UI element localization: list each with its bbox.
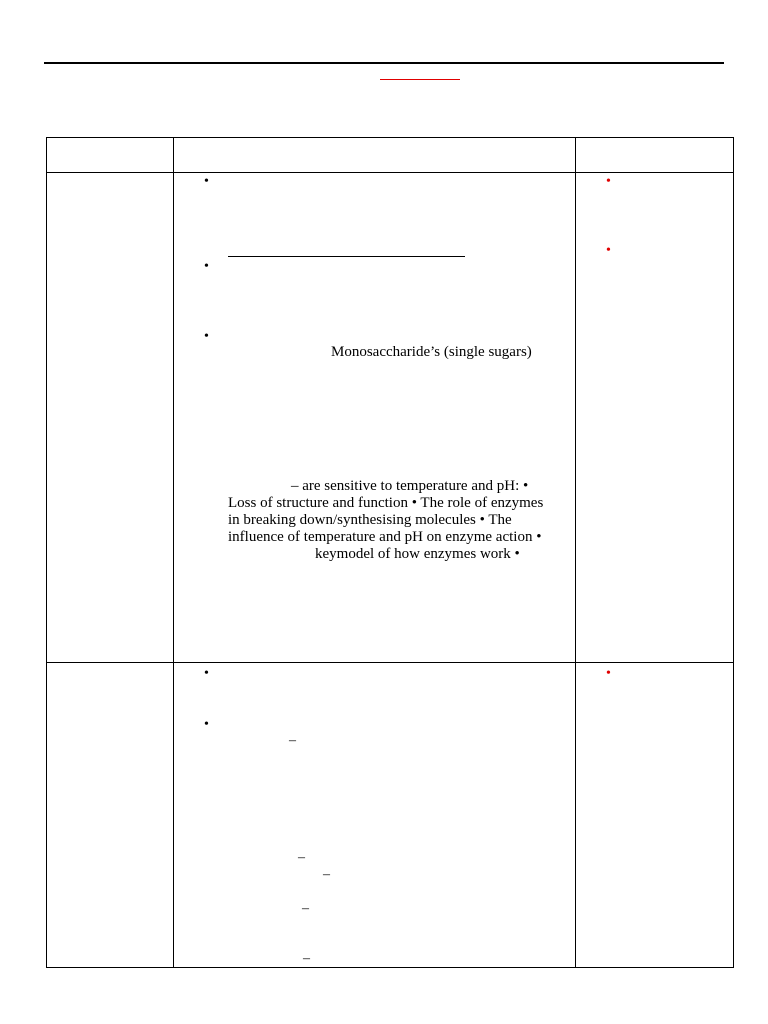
table-header-divider	[46, 172, 734, 173]
enzymes-line: in breaking down/synthesising molecules • The	[228, 512, 512, 528]
table-row-divider	[46, 662, 734, 663]
bullet-point: •	[204, 329, 209, 344]
enzymes-line: influence of temperature and pH on enzyme action •	[228, 529, 542, 545]
dash-mark: –	[303, 951, 310, 966]
bullet-point: •	[204, 259, 209, 274]
table-right-border	[733, 137, 734, 968]
red-bullet-point: •	[606, 174, 611, 189]
monosaccharides-text: Monosaccharide’s (single sugars)	[331, 344, 532, 360]
red-bullet-point: •	[606, 666, 611, 681]
dash-mark: –	[323, 867, 330, 882]
enzymes-line: – are sensitive to temperature and pH: •	[291, 478, 529, 494]
table-top-border	[46, 137, 734, 138]
bullet-point: •	[204, 666, 209, 681]
dash-mark: –	[289, 733, 296, 748]
table-bottom-border	[46, 967, 734, 968]
red-bullet-point: •	[606, 243, 611, 258]
bullet-point: •	[204, 717, 209, 732]
table-column-divider-2	[575, 137, 576, 968]
underline-rule	[228, 256, 465, 257]
dash-mark: –	[298, 850, 305, 865]
header-red-underline	[380, 79, 460, 80]
header-rule	[44, 62, 724, 64]
table-left-border	[46, 137, 47, 968]
enzymes-line: keymodel of how enzymes work •	[315, 546, 520, 562]
enzymes-line: Loss of structure and function • The role of enzymes	[228, 495, 544, 511]
table-column-divider-1	[173, 137, 174, 968]
dash-mark: –	[302, 901, 309, 916]
bullet-point: •	[204, 174, 209, 189]
